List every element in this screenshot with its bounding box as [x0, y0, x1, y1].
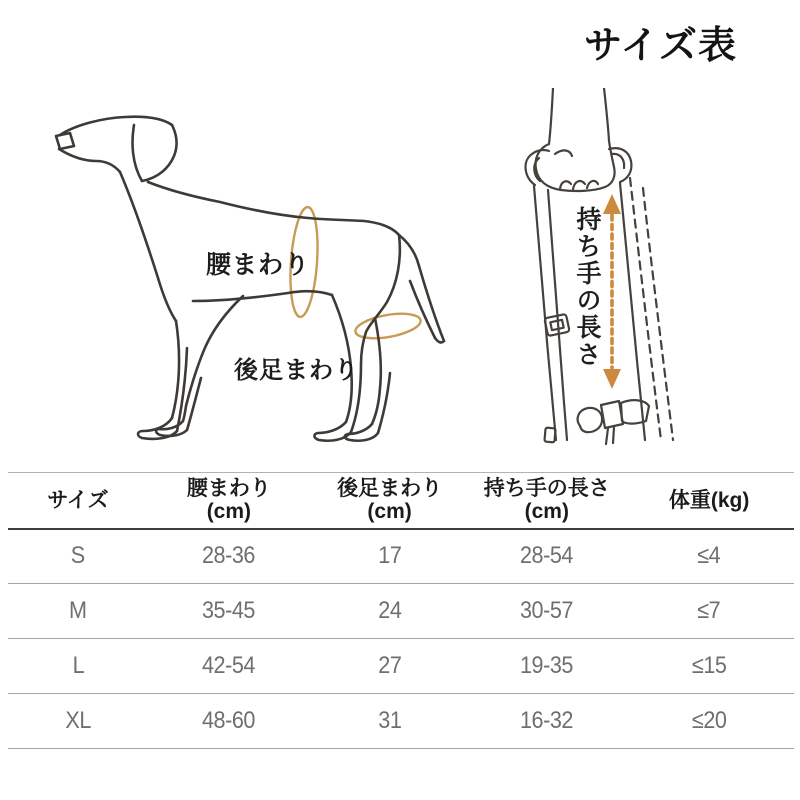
cell-handle-length: 19-35: [469, 639, 624, 694]
cell-weight: ≤15: [624, 639, 794, 694]
handle-length-label: 持ち手の長さ: [573, 206, 601, 368]
waist-measure-label: 腰まわり: [206, 251, 311, 279]
table-row-s: [8, 529, 794, 584]
cell-weight: ≤4: [624, 529, 794, 584]
cell-weight: ≤20: [624, 694, 794, 749]
col-header-size: サイズ: [8, 473, 148, 529]
cell-hind-leg: 24: [310, 584, 470, 639]
cell-waist: 42-54: [148, 639, 310, 694]
cell-size: XL: [8, 694, 148, 749]
cell-handle-length: 16-32: [469, 694, 624, 749]
dog-nose: [56, 133, 74, 149]
col-header-waist: 腰まわり (cm): [148, 473, 310, 529]
cell-handle-length: 30-57: [469, 584, 624, 639]
cell-handle-length: 28-54: [469, 529, 624, 584]
cell-waist: 48-60: [148, 694, 310, 749]
table-row-l: [8, 639, 794, 694]
col-header-hind-leg: 後足まわり (cm): [310, 473, 470, 529]
front-strap: [534, 186, 556, 440]
cell-size: L: [8, 639, 148, 694]
col-header-weight: 体重(kg): [624, 473, 794, 529]
table-row-xl: [8, 694, 794, 749]
hind-leg-measure-label: 後足まわり: [234, 357, 359, 384]
cell-waist: 35-45: [148, 584, 310, 639]
size-table-section: [8, 472, 794, 749]
cell-size: M: [8, 584, 148, 639]
cell-size: S: [8, 529, 148, 584]
page-title: サイズ表: [584, 22, 737, 67]
size-table: [8, 472, 794, 749]
cell-weight: ≤7: [624, 584, 794, 639]
cell-hind-leg: 17: [310, 529, 470, 584]
table-header-row: [8, 473, 794, 529]
cell-hind-leg: 27: [310, 639, 470, 694]
col-header-handle-length: 持ち手の長さ (cm): [469, 473, 624, 529]
cell-waist: 28-36: [148, 529, 310, 584]
cell-hind-leg: 31: [310, 694, 470, 749]
table-row-m: [8, 584, 794, 639]
